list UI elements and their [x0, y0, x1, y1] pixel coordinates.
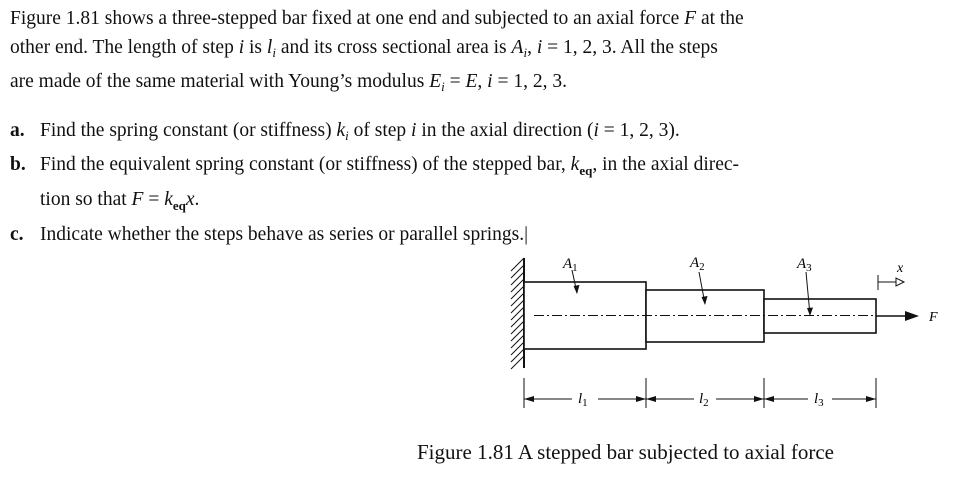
- text: ,: [477, 71, 488, 92]
- text: at the: [696, 8, 744, 29]
- question-label: a.: [10, 120, 25, 141]
- text: other end. The length of step: [10, 37, 239, 58]
- var-F: F: [684, 8, 697, 29]
- label-A1: [562, 256, 578, 274]
- var-E: E: [429, 71, 442, 92]
- text: .: [194, 189, 200, 210]
- var-k: k: [336, 120, 346, 141]
- label-subscript: 3: [806, 262, 812, 274]
- text: = 1, 2, 3. All the steps: [542, 37, 718, 58]
- subscript: i: [523, 45, 528, 60]
- text: in the axial direction (: [416, 120, 594, 141]
- figure-caption: Figure 1.81 A stepped bar subjected to axial force: [417, 440, 834, 464]
- text: and its cross sectional area is: [275, 37, 512, 58]
- question-label: b.: [10, 154, 26, 175]
- text: Figure 1.81 shows a three-stepped bar fixed at one end and subjected to an axial force: [10, 8, 685, 29]
- label-subscript: 2: [703, 397, 709, 409]
- label-subscript: 1: [572, 262, 578, 274]
- label-text: l: [814, 391, 819, 407]
- text: =: [143, 189, 165, 210]
- force-arrow: [876, 311, 919, 321]
- subscript: eq: [579, 163, 593, 178]
- label-x: x: [897, 261, 904, 276]
- dim-label-l1: [578, 391, 588, 409]
- label-A2: [689, 255, 705, 273]
- text: tion so that: [40, 189, 132, 210]
- var-x: x: [185, 189, 195, 210]
- subscript: i: [272, 45, 276, 60]
- var-F: F: [131, 189, 144, 210]
- var-i: i: [411, 120, 417, 141]
- var-i: i: [593, 120, 599, 141]
- var-k: k: [570, 154, 580, 175]
- dim-label-l2: [699, 391, 709, 409]
- fixed-wall: [511, 258, 524, 369]
- label-text: l: [578, 391, 583, 407]
- text: Find the spring constant (or stiffness): [40, 120, 337, 141]
- var-A: A: [511, 37, 524, 58]
- text: ,: [527, 37, 537, 58]
- subscript: i: [441, 79, 445, 94]
- var-i: i: [487, 71, 493, 92]
- question-label: c.: [10, 224, 24, 245]
- subscript: i: [345, 128, 349, 143]
- label-text: l: [699, 391, 704, 407]
- dim-label-l3: [814, 391, 824, 409]
- label-subscript: 1: [582, 397, 588, 409]
- text-cursor: |: [524, 224, 528, 245]
- text: Indicate whether the steps behave as series or parallel springs.: [40, 224, 525, 245]
- var-i: i: [536, 37, 543, 58]
- text: of step: [348, 120, 412, 141]
- subscript: eq: [172, 198, 186, 213]
- text: =: [444, 71, 466, 92]
- label-A3: [796, 256, 812, 274]
- text: = 1, 2, 3).: [598, 120, 680, 141]
- label-text: A: [563, 256, 573, 272]
- label-text: A: [797, 256, 807, 272]
- label-subscript: 3: [818, 397, 824, 409]
- text: , in the axial direc-: [592, 154, 740, 175]
- label-text: A: [690, 255, 700, 271]
- text: is: [244, 37, 267, 58]
- var-E: E: [465, 71, 478, 92]
- var-k: k: [164, 189, 173, 210]
- var-i: i: [238, 37, 245, 58]
- label-F: F: [929, 310, 938, 325]
- text: = 1, 2, 3.: [492, 71, 567, 92]
- text: are made of the same material with Young’s modulus: [10, 71, 430, 92]
- x-axis-arrow: [878, 275, 904, 290]
- label-subscript: 2: [699, 261, 705, 273]
- var-l: l: [266, 37, 273, 58]
- text: Find the equivalent spring constant (or stiffness) of the stepped bar,: [40, 154, 571, 175]
